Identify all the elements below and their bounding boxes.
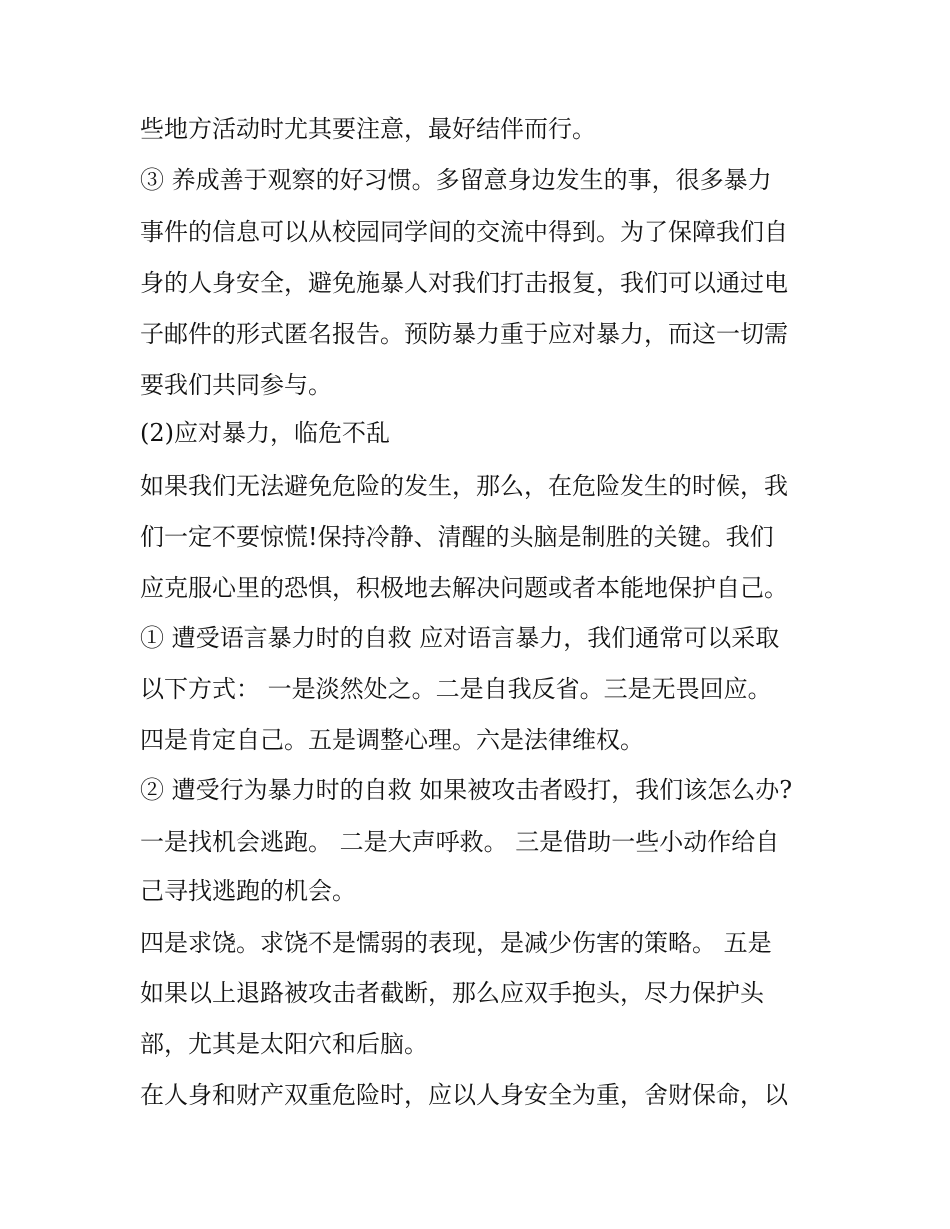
text-line: 以下方式： 一是淡然处之。二是自我反省。三是无畏回应。: [140, 675, 772, 703]
text-line: ③ 养成善于观察的好习惯。多留意身边发生的事，很多暴力: [140, 166, 772, 194]
text-line: 些地方活动时尤其要注意，最好结伴而行。: [140, 115, 596, 143]
text-line: 们一定不要惊慌!保持冷静、清醒的头脑是制胜的关键。我们: [140, 523, 774, 551]
section-heading: (2)应对暴力，临危不乱: [140, 419, 390, 447]
text-line: 一是找机会逃跑。 二是大声呼救。 三是借助一些小动作给自: [140, 828, 780, 856]
text-line: 在人身和财产双重危险时，应以人身安全为重，舍财保命，以: [140, 1081, 788, 1109]
text-line: 四是肯定自己。五是调整心理。六是法律维权。: [140, 726, 644, 754]
text-line: 要我们共同参与。: [140, 371, 332, 399]
text-line: ① 遭受语言暴力时的自救 应对语言暴力，我们通常可以采取: [140, 624, 780, 652]
text-line: 部，尤其是太阳穴和后脑。: [140, 1030, 428, 1058]
text-line: 己寻找逃跑的机会。: [140, 877, 356, 905]
text-line: 如果以上退路被攻击者截断，那么应双手抱头，尽力保护头: [140, 979, 764, 1007]
text-line: 四是求饶。求饶不是懦弱的表现，是减少伤害的策略。 五是: [140, 929, 772, 957]
text-line: 如果我们无法避免危险的发生，那么，在危险发生的时候，我: [140, 472, 788, 500]
text-line: 事件的信息可以从校园同学间的交流中得到。为了保障我们自: [140, 218, 788, 246]
text-line: 身的人身安全，避免施暴人对我们打击报复，我们可以通过电: [140, 269, 788, 297]
text-line: ② 遭受行为暴力时的自救 如果被攻击者殴打，我们该怎么办?: [140, 776, 793, 804]
text-line: 子邮件的形式匿名报告。预防暴力重于应对暴力，而这一切需: [140, 320, 788, 348]
text-line: 应克服心里的恐惧，积极地去解决问题或者本能地保护自己。: [140, 574, 788, 602]
